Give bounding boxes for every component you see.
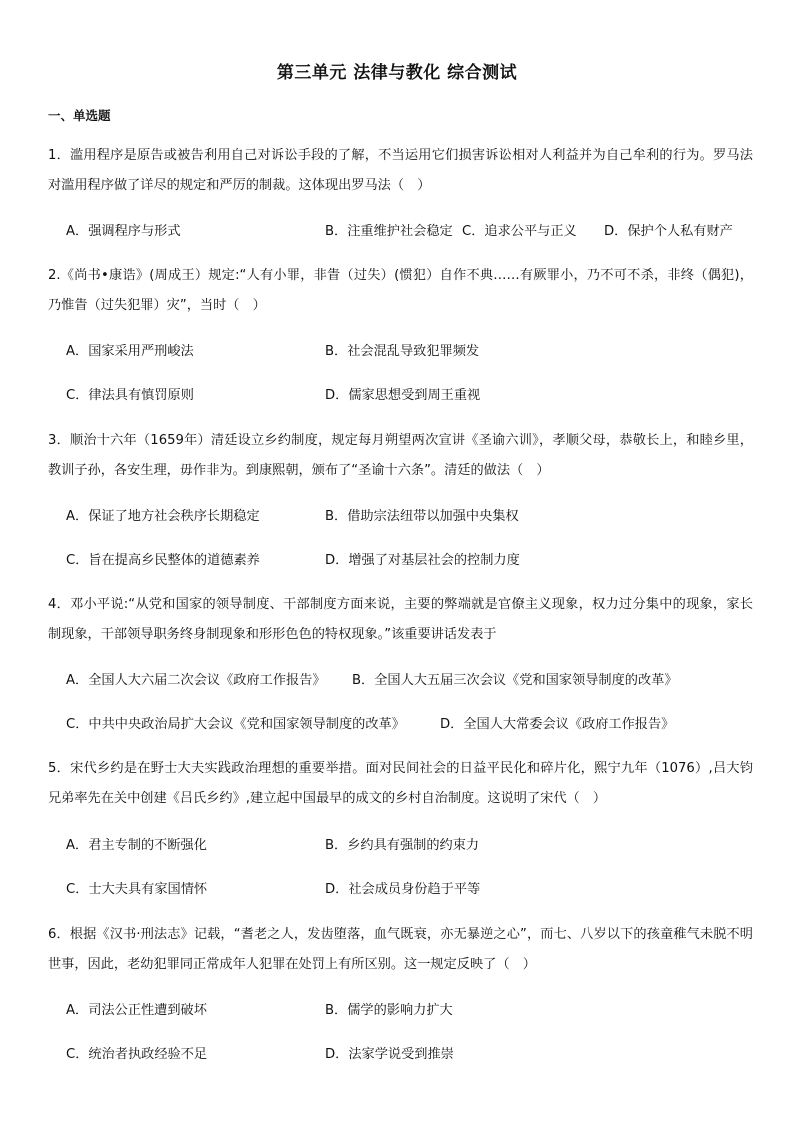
question-2-option-a: A．国家采用严刑峻法: [66, 344, 194, 359]
question-3-option-b: B．借助宗法纽带以加强中央集权: [325, 509, 519, 524]
question-2-option-b: B．社会混乱导致犯罪频发: [325, 344, 480, 359]
question-4-option-c: C．中共中央政治局扩大会议《党和国家领导制度的改革》: [66, 717, 405, 732]
question-5-option-b: B．乡约具有强制的约束力: [325, 838, 480, 853]
question-2-option-d: D．儒家思想受到周王重视: [325, 388, 481, 403]
question-3-stem: 3．顺治十六年（1659年）清廷设立乡约制度，规定每月朔望两次宣讲《圣谕六训》，孝顺父母，恭敬长上，和睦乡里，教训子孙，各安生理，毋作非为。到康熙朝，颁布了“圣谕十六条”。清廷的做法（ ）: [48, 433, 753, 478]
question-4-option-d: D．全国人大常委会议《政府工作报告》: [440, 717, 675, 732]
question-3-option-a: A．保证了地方社会秩序长期稳定: [66, 509, 260, 524]
question-6-stem: 6．根据《汉书·刑法志》记载，“耆老之人，发齿堕落，血气既衰，亦无暴逆之心”，而七、八岁以下的孩童稚气未脱不明世事，因此，老幼犯罪同正常成年人犯罪在处罚上有所区别。这一规定反映了（ ）: [48, 927, 753, 972]
question-1-option-a: A．强调程序与形式: [66, 224, 181, 239]
section-heading: 一、单选题: [48, 108, 111, 123]
question-1-option-b: B．注重维护社会稳定: [325, 224, 453, 239]
question-4-stem: 4．邓小平说:“从党和国家的领导制度、干部制度方面来说，主要的弊端就是官僚主义现象，权力过分集中的现象，家长制现象，干部领导职务终身制现象和形形色色的特权现象。”该重要讲话发表于: [48, 597, 753, 642]
document-title: 第三单元 法律与教化 综合测试: [276, 63, 518, 83]
question-2-option-c: C．律法具有慎罚原则: [66, 388, 194, 403]
question-2-stem: 2.《尚书•康诰》(周成王）规定:“人有小罪，非眚（过失）(惯犯）自作不典……有厥罪小，乃不可不杀，非终（偶犯)，乃惟眚（过失犯罪）灾”，当时（ ）: [48, 268, 753, 313]
question-6-option-d: D．法家学说受到推崇: [325, 1047, 454, 1062]
question-6-option-b: B．儒学的影响力扩大: [325, 1003, 453, 1018]
question-6-option-c: C．统治者执政经验不足: [66, 1047, 208, 1062]
question-1-option-d: D．保护个人私有财产: [604, 224, 733, 239]
question-5-option-d: D．社会成员身份趋于平等: [325, 882, 481, 897]
question-1-option-c: C．追求公平与正义: [462, 224, 577, 239]
question-3-option-c: C．旨在提高乡民整体的道德素养: [66, 553, 260, 568]
question-1-stem: 1．滥用程序是原告或被告利用自己对诉讼手段的了解，不当运用它们损害诉讼相对人利益并为自己牟利的行为。罗马法对滥用程序做了详尽的规定和严厉的制裁。这体现出罗马法（ ）: [48, 148, 753, 193]
question-4-option-b: B．全国人大五届三次会议《党和国家领导制度的改革》: [352, 673, 678, 688]
question-4-option-a: A．全国人大六届二次会议《政府工作报告》: [66, 673, 326, 688]
question-5-option-c: C．士大夫具有家国情怀: [66, 882, 208, 897]
question-6-option-a: A．司法公正性遭到破坏: [66, 1003, 207, 1018]
question-3-option-d: D．增强了对基层社会的控制力度: [325, 553, 520, 568]
question-5-stem: 5．宋代乡约是在野士大夫实践政治理想的重要举措。面对民间社会的日益平民化和碎片化，熙宁九年（1076）,吕大钧兄弟率先在关中创建《吕氏乡约》,建立起中国最早的成文的乡村自治制度。这说明了宋代（ ）: [48, 761, 753, 806]
question-5-option-a: A．君主专制的不断强化: [66, 838, 207, 853]
